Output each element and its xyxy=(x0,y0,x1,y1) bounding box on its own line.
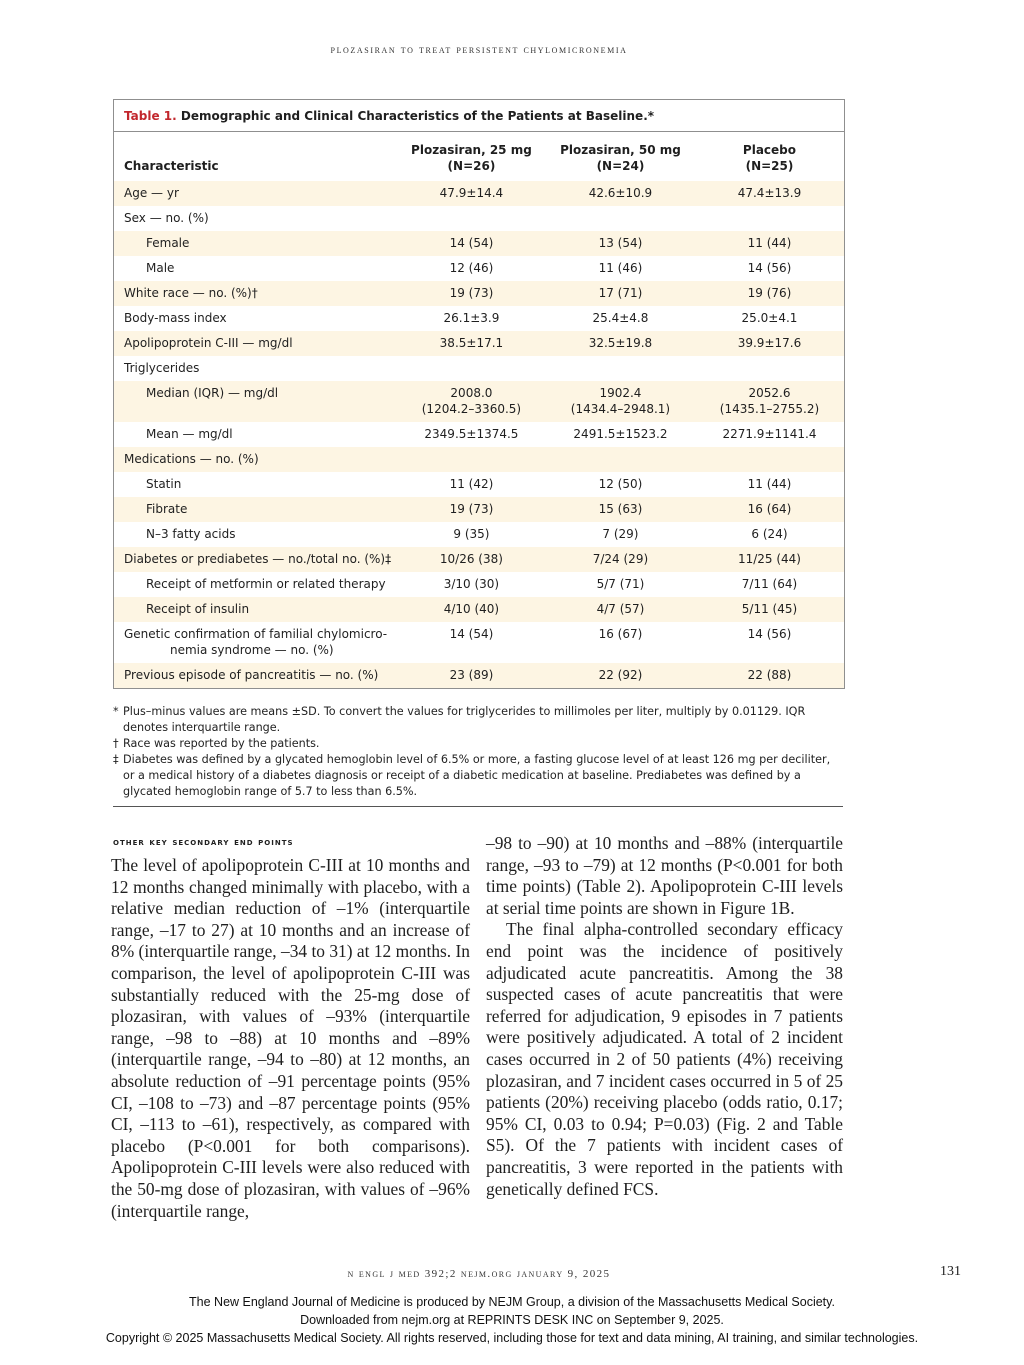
table-title xyxy=(114,100,844,132)
table-row: White race — no. (%)† 19 (73) 17 (71) 19 (76) xyxy=(114,281,844,306)
table-row: Body-mass index 26.1±3.9 25.4±4.8 25.0±4.1 xyxy=(124,311,798,326)
footnote: * Plus–minus values are means ±SD. To convert the values for triglycerides to millimoles per liter, multiply by 0.01129. IQR denotes interquartile range. xyxy=(113,705,806,734)
table-row: Sex — no. (%) xyxy=(124,211,209,226)
page-number: 131 xyxy=(940,1264,961,1279)
characteristics-table xyxy=(114,132,844,688)
table-row: Diabetes or prediabetes — no./total no. (%)‡ 10/26 (38) 7/24 (29) 11/25 (44) xyxy=(114,547,844,572)
download-notice-publisher: The New England Journal of Medicine is produced by NEJM Group, a division of the Massachusetts Medical Society. xyxy=(189,1295,835,1309)
table-row: Receipt of metformin or related therapy 3/10 (30) 5/7 (71) 7/11 (64) xyxy=(146,577,798,592)
footnote: ‡ Diabetes was defined by a glycated hemoglobin level of 6.5% or more, a fasting glucose level of at least 126 mg per deciliter, or a medical history of a diabetes diagnosis or receipt of a diabetic medication at baseline. Prediabetes was defined by a glycated hemoglobin range of 5.7 to less than 6.5%. xyxy=(113,753,831,798)
table-row: N–3 fatty acids 9 (35) 7 (29) 6 (24) xyxy=(146,527,788,542)
body-text-left-column: The level of apolipoprotein C-III at 10 months and 12 months changed minimally with placebo, with a relative median reduction of –1% (interquartile range, –17 to 27) at 10 months and an increase of 8% (interquartile range, –34 to 31) at 12 months. In comparison, the level of apolipoprotein C-III was substantially reduced with the 25-mg dose of plozasiran, with values of –93% (interquartile range, –98 to –88) at 10 months and –89% (interquartile range, –94 to –80) at 12 months, an absolute reduction of –91 percentage points (95% CI, –108 to –73) and –87 percentage points (95% CI, –113 to –61), respectively, as compared with placebo (P<0.001 for both comparisons). Apolipoprotein C-III levels were also reduced with the 50-mg dose of plozasiran, with values of –96% (interquartile range, xyxy=(111,855,470,1221)
paragraph: –98 to –90) at 10 months and –88% (interquartile range, –93 to –79) at 12 months (P<0.001 for both time points) (Table 2). Apolipoprotein C-III levels at serial time points are shown in Figure 1B. xyxy=(486,833,843,918)
table-footnotes xyxy=(113,704,843,807)
header-placebo: Placebo (N=25) xyxy=(742,143,797,174)
table-title-text: Demographic and Clinical Characteristics of the Patients at Baseline.* xyxy=(180,109,655,123)
footnote: † Race was reported by the patients. xyxy=(113,737,320,750)
table-row: Male 12 (46) 11 (46) 14 (56) xyxy=(146,261,792,276)
header-plozasiran-50: Plozasiran, 50 mg (N=24) xyxy=(560,143,681,174)
table-row: Statin 11 (42) 12 (50) 11 (44) xyxy=(146,477,792,492)
table-row: Fibrate 19 (73) 15 (63) 16 (64) xyxy=(114,497,844,522)
paragraph: The final alpha-controlled secondary efficacy end point was the incidence of positively adjudicated acute pancreatitis. Among the 38 suspected cases of acute pancreatitis that were referred for adjudication, 9 episodes in 7 patients were positively adjudicated. A total of 2 incident cases occurred in 2 of 50 patients (4%) receiving plozasiran, and 7 incident cases occurred in 5 of 25 patients (20%) receiving placebo (odds ratio, 0.17; 95% CI, 0.03 to 0.94; P=0.03) (Fig. 2 and Table S5). Of the 7 patients with incident cases of pancreatitis, 3 were reported in the patients with genetically defined FCS. xyxy=(486,919,843,1199)
table-header-row xyxy=(114,132,844,181)
table-row: Medications — no. (%) xyxy=(114,447,844,472)
table-row: Genetic confirmation of familial chylomicro- nemia syndrome — no. (%) 14 (54) 16 (67) 14 (56) xyxy=(124,627,792,658)
table-row: Mean — mg/dl 2349.5±1374.5 2491.5±1523.2 2271.9±1141.4 xyxy=(146,427,817,442)
table-row: Age — yr 47.9±14.4 42.6±10.9 47.4±13.9 xyxy=(114,181,844,206)
table-row: Previous episode of pancreatitis — no. (%) 23 (89) 22 (92) 22 (88) xyxy=(114,663,844,688)
header-plozasiran-25: Plozasiran, 25 mg (N=26) xyxy=(411,143,532,174)
download-notice-source: Downloaded from nejm.org at REPRINTS DESK INC on September 9, 2025. xyxy=(300,1313,724,1327)
table-row: Apolipoprotein C-III — mg/dl 38.5±17.1 32.5±19.8 39.9±17.6 xyxy=(114,331,844,356)
table-row: Female 14 (54) 13 (54) 11 (44) xyxy=(114,231,844,256)
section-heading: other key secondary end points xyxy=(113,836,294,848)
table-row: Median (IQR) — mg/dl 2008.0 (1204.2–3360.5) 1902.4 (1434.4–2948.1) 2052.6 (1435.1–2755.2) xyxy=(114,381,844,422)
journal-footer: n engl j med 392;2 nejm.org january 9, 2025 xyxy=(347,1268,611,1280)
header-characteristic: Characteristic xyxy=(124,159,219,174)
table-1 xyxy=(113,99,845,689)
table-label: Table 1. xyxy=(124,109,177,123)
running-head: plozasiran to treat persistent chylomicronemia xyxy=(330,44,628,56)
table-row: Receipt of insulin 4/10 (40) 4/7 (57) 5/11 (45) xyxy=(114,597,844,622)
body-text-right-column xyxy=(486,833,843,1200)
copyright-notice: Copyright © 2025 Massachusetts Medical Society. All rights reserved, including those for text and data mining, AI training, and similar technologies. xyxy=(105,1331,919,1345)
table-row: Triglycerides xyxy=(124,361,200,376)
